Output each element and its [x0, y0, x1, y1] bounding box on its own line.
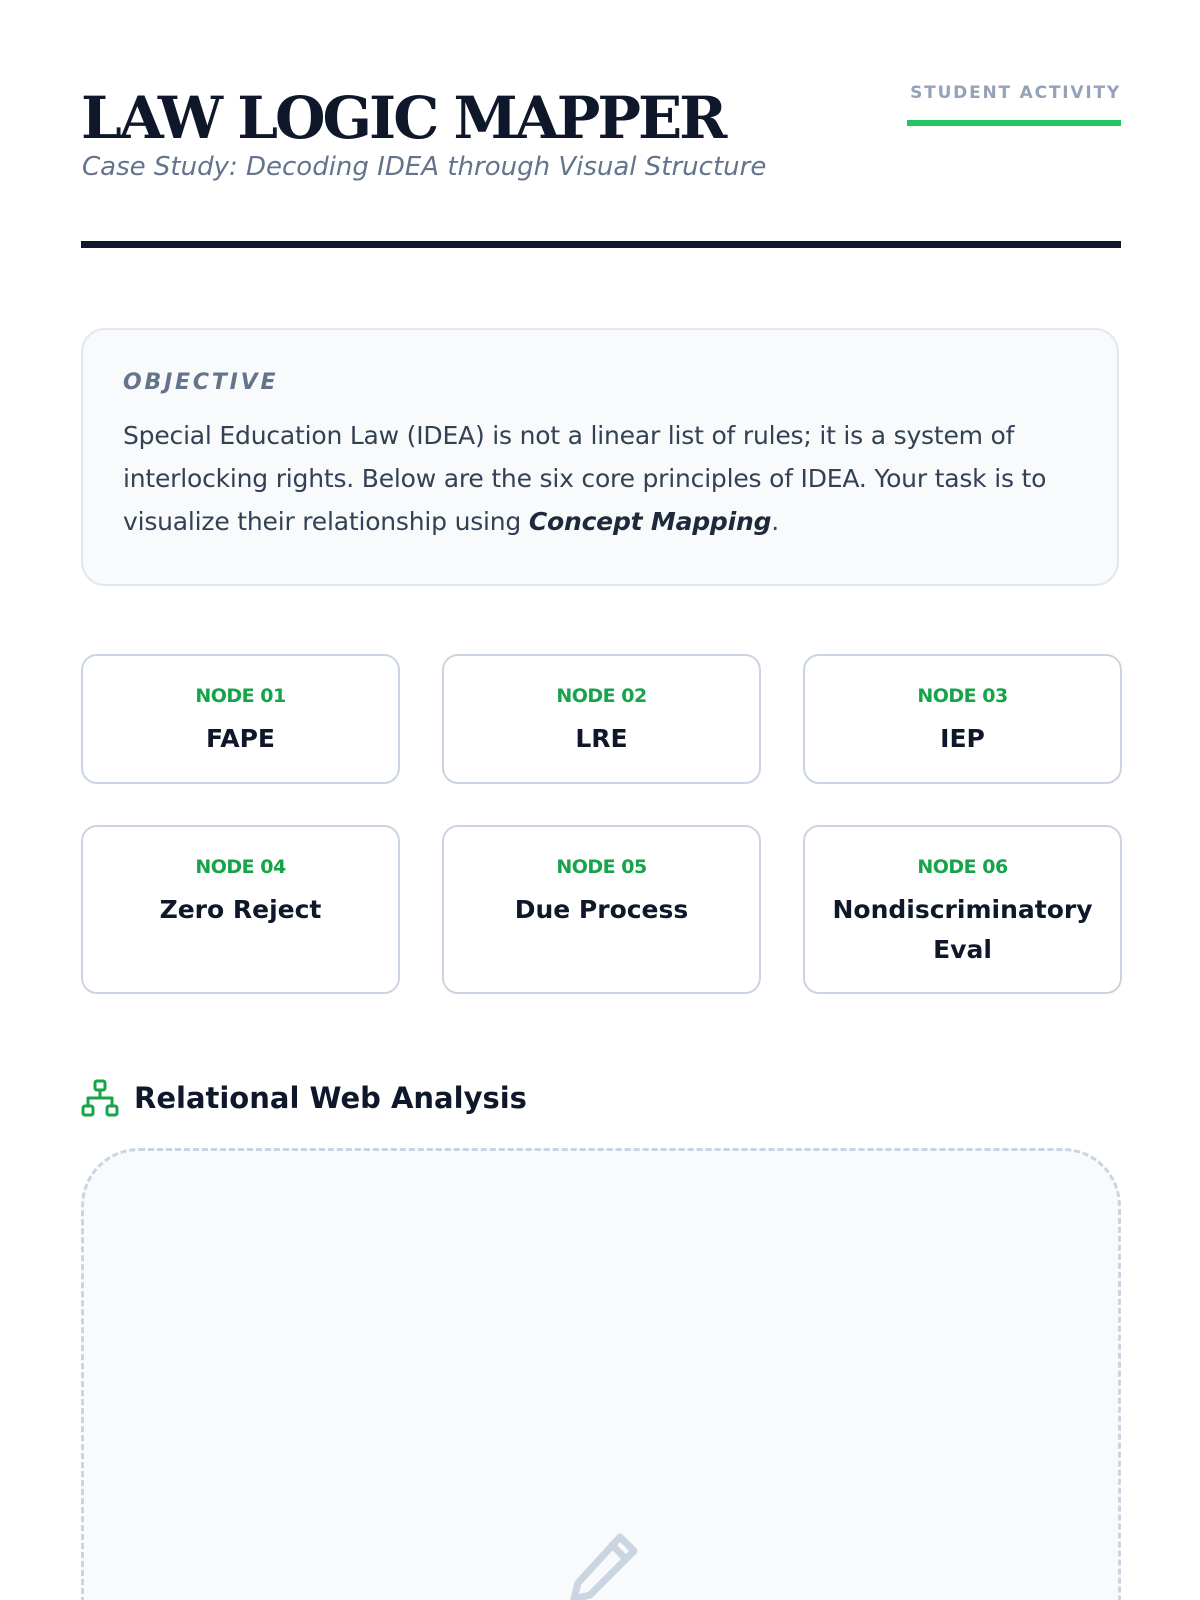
node-id: NODE 06 — [917, 856, 1008, 878]
node-name: LRE — [575, 724, 628, 753]
objective-panel — [81, 328, 1119, 586]
node-grid — [81, 654, 1121, 994]
objective-text — [123, 414, 1083, 543]
activity-tag-underline — [907, 120, 1121, 126]
node-name: Nondiscriminatory Eval — [832, 895, 1093, 964]
node-card-due-process[interactable] — [442, 825, 761, 994]
objective-emphasis: Concept Mapping — [528, 507, 772, 536]
page-subtitle: Case Study: Decoding IDEA through Visual Structure — [82, 152, 767, 182]
node-id: NODE 02 — [556, 685, 647, 707]
objective-end: . — [771, 507, 780, 536]
node-id: NODE 03 — [917, 685, 1008, 707]
activity-tag-label: STUDENT ACTIVITY — [910, 83, 1121, 103]
node-name: FAPE — [206, 724, 275, 753]
objective-body: Special Education Law (IDEA) is not a linear list of rules; it is a system of interlocking rights. Below are the six core principles of IDEA. Your task is to visualize their relationship using — [123, 421, 1047, 536]
objective-heading: OBJECTIVE — [123, 370, 279, 395]
activity-tag — [907, 80, 1121, 126]
node-name: Due Process — [514, 895, 689, 924]
header-divider — [81, 241, 1121, 248]
node-id: NODE 01 — [195, 685, 286, 707]
node-name: Zero Reject — [159, 895, 322, 924]
node-card-lre[interactable] — [442, 654, 761, 784]
node-id: NODE 04 — [195, 856, 286, 878]
section-header — [81, 1078, 527, 1118]
node-card-zero-reject[interactable] — [81, 825, 400, 994]
sitemap-icon — [81, 1079, 119, 1117]
page-header — [81, 80, 1121, 248]
section-title: Relational Web Analysis — [134, 1081, 527, 1115]
concept-map-canvas[interactable] — [81, 1148, 1121, 1600]
pencil-icon — [564, 1529, 642, 1600]
node-id: NODE 05 — [556, 856, 647, 878]
node-card-iep[interactable] — [803, 654, 1122, 784]
node-name: IEP — [940, 724, 985, 753]
page-title: LAW LOGIC MAPPER — [81, 84, 725, 152]
node-card-fape[interactable] — [81, 654, 400, 784]
node-card-nondiscriminatory-eval[interactable] — [803, 825, 1122, 994]
